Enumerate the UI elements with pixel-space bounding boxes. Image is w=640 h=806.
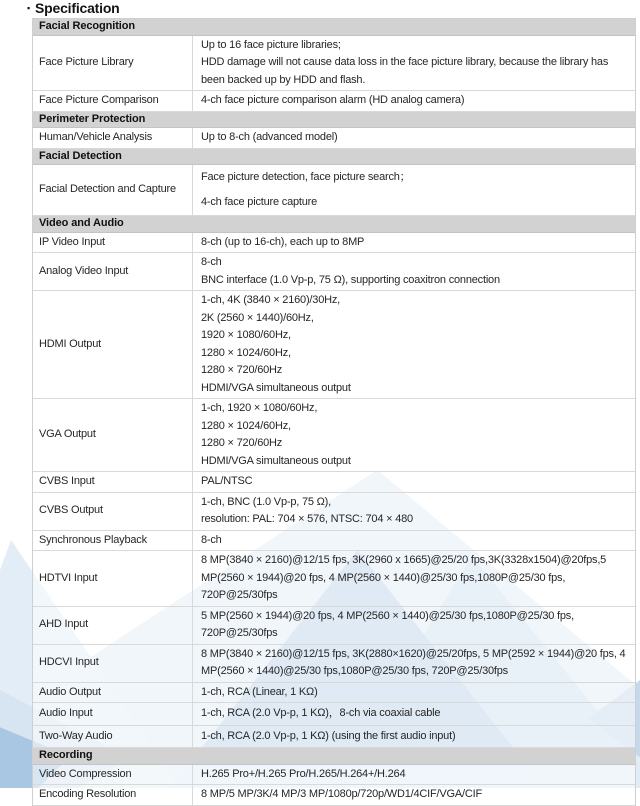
spec-label-cell: [33, 291, 193, 398]
spec-value-line: PAL/NTSC: [201, 475, 253, 487]
spec-value-cell: [193, 703, 635, 725]
spec-value-cell: [193, 683, 635, 703]
spec-label-cell: [33, 472, 193, 492]
spec-value-cell: [193, 493, 635, 530]
spec-label: HDCVI Input: [39, 656, 99, 669]
table-row: [33, 128, 635, 149]
table-row: [33, 253, 635, 291]
spec-value-cell: [193, 253, 635, 290]
table-row: [33, 165, 635, 216]
table-row: [33, 291, 635, 399]
spec-value-line: 8 MP(3840 × 2160)@12/15 fps, 3K(2880×1620)@25/20fps, 5 MP(2592 × 1944)@20 fps, 4 MP(2560 × 1440)@25/30 fps,1080P@25/30 fps, 720P@25/30fps: [201, 647, 626, 677]
spec-value-line: 8 MP(3840 × 2160)@12/15 fps, 3K(2960 x 1665)@25/20 fps,3K(3328x1504)@20fps,5 MP(2560 × 1944)@20 fps, 4 MP(2560 × 1440)@25/30 fps,1080P@25/30 fps, 720P@25/30fps: [201, 554, 607, 601]
spec-label-cell: [33, 726, 193, 748]
table-row: [33, 233, 635, 254]
spec-label-cell: [33, 493, 193, 530]
table-row: [33, 683, 635, 704]
spec-value-line: 1280 × 1024/60Hz,: [201, 419, 291, 432]
spec-value-line: 1280 × 1024/60Hz,: [201, 346, 291, 359]
section-header-row: [33, 748, 635, 765]
section-title: Facial Recognition: [39, 20, 135, 32]
spec-value-line: 2K (2560 × 1440)/60Hz,: [201, 311, 314, 324]
spec-value-line: 8-ch: [201, 533, 222, 546]
spec-value-line: HDMI/VGA simultaneous output: [201, 381, 351, 394]
table-row: [33, 551, 635, 607]
table-row: [33, 726, 635, 749]
spec-label: Audio Input: [39, 707, 93, 719]
table-row: [33, 472, 635, 493]
spec-label-cell: [33, 233, 193, 253]
spec-value-line: BNC interface (1.0 Vp-p, 75 Ω), supporting coaxitron connection: [201, 273, 500, 286]
section-header-row: [33, 19, 635, 36]
spec-label: Face Picture Comparison: [39, 94, 159, 106]
spec-label: Two-Way Audio: [39, 729, 113, 742]
spec-label: AHD Input: [39, 618, 88, 631]
spec-value-cell: [193, 399, 635, 471]
spec-label-cell: [33, 683, 193, 703]
spec-label-cell: [33, 36, 193, 91]
spec-value-cell: [193, 551, 635, 606]
spec-label: Face Picture Library: [39, 56, 134, 68]
spec-label: IP Video Input: [39, 235, 105, 248]
spec-table: [32, 18, 636, 806]
spec-value-cell: [193, 36, 635, 91]
spec-value-cell: [193, 165, 635, 215]
spec-value-line: 1280 × 720/60Hz: [201, 364, 283, 376]
spec-value-cell: [193, 645, 635, 682]
spec-label: Synchronous Playback: [39, 533, 147, 546]
spec-label-cell: [33, 645, 193, 682]
section-title: Perimeter Protection: [39, 112, 146, 125]
table-row: [33, 493, 635, 531]
spec-value-line: 1-ch, RCA (2.0 Vp-p, 1 KΩ) (using the first audio input): [201, 729, 456, 742]
spec-value-line: 5 MP(2560 × 1944)@20 fps, 4 MP(2560 × 1440)@25/30 fps,1080P@25/30 fps, 720P@25/30fps: [201, 609, 574, 639]
section-title: Facial Detection: [39, 149, 122, 162]
spec-value-cell: [193, 607, 635, 644]
spec-value-cell: [193, 531, 635, 551]
spec-value-line: 1-ch, 1920 × 1080/60Hz,: [201, 402, 318, 414]
spec-value-line: 1280 × 720/60Hz: [201, 437, 283, 449]
spec-label-cell: [33, 165, 193, 215]
spec-label: Video Compression: [39, 767, 132, 780]
table-row: [33, 703, 635, 726]
spec-label-cell: [33, 607, 193, 644]
spec-label: Encoding Resolution: [39, 788, 137, 800]
section-title: Video and Audio: [39, 217, 124, 229]
spec-label: CVBS Input: [39, 475, 95, 487]
spec-value-line: 4-ch face picture capture: [201, 195, 318, 208]
spec-value-cell: [193, 726, 635, 748]
spec-label: VGA Output: [39, 428, 96, 441]
spec-label: HDMI Output: [39, 337, 101, 350]
spec-value-line: Up to 8-ch (advanced model): [201, 131, 338, 143]
spec-value-line: 1920 × 1080/60Hz,: [201, 329, 291, 341]
bullet-icon: ▪: [27, 3, 30, 13]
table-row: [33, 91, 635, 112]
spec-value-cell: [193, 472, 635, 492]
spec-label-cell: [33, 765, 193, 785]
spec-label-cell: [33, 551, 193, 606]
spec-label-cell: [33, 531, 193, 551]
spec-label: Facial Detection and Capture: [39, 183, 176, 196]
spec-value-cell: [193, 291, 635, 398]
page-title-text: Specification: [35, 0, 120, 16]
spec-label: Audio Output: [39, 685, 101, 698]
spec-label: HDTVI Input: [39, 571, 98, 584]
spec-value-line: 8 MP/5 MP/3K/4 MP/3 MP/1080p/720p/WD1/4CIF/VGA/CIF: [201, 788, 483, 800]
table-row: [33, 765, 635, 786]
section-title: Recording: [39, 749, 93, 761]
spec-label: CVBS Output: [39, 504, 103, 517]
table-row: [33, 607, 635, 645]
spec-label: Human/Vehicle Analysis: [39, 131, 152, 143]
table-row: [33, 36, 635, 92]
section-header-row: [33, 216, 635, 233]
spec-value-line: 1-ch, BNC (1.0 Vp-p, 75 Ω),: [201, 495, 331, 508]
spec-label-cell: [33, 399, 193, 471]
spec-value-line: Up to 16 face picture libraries;: [201, 38, 341, 51]
spec-value-cell: [193, 233, 635, 253]
spec-label-cell: [33, 128, 193, 148]
section-header-row: [33, 149, 635, 166]
spec-value-cell: [193, 91, 635, 111]
spec-value-line: 1-ch, RCA (Linear, 1 KΩ): [201, 685, 318, 698]
spec-label: Analog Video Input: [39, 264, 129, 277]
spec-value-line: H.265 Pro+/H.265 Pro/H.265/H.264+/H.264: [201, 767, 406, 780]
spec-value-line: 4-ch face picture comparison alarm (HD analog camera): [201, 94, 465, 106]
spec-label-cell: [33, 253, 193, 290]
table-row: [33, 531, 635, 552]
spec-label-cell: [33, 703, 193, 725]
spec-value-line: 8-ch (up to 16-ch), each up to 8MP: [201, 235, 365, 248]
spec-value-line: 8-ch: [201, 256, 222, 268]
spec-value-cell: [193, 128, 635, 148]
section-header-row: [33, 112, 635, 129]
spec-value-line: 1-ch, 4K (3840 × 2160)/30Hz,: [201, 294, 341, 306]
spec-value-line: 1-ch, RCA (2.0 Vp-p, 1 KΩ)，8-ch via coaxial cable: [201, 707, 441, 719]
spec-value-line: HDMI/VGA simultaneous output: [201, 454, 351, 467]
spec-label-cell: [33, 91, 193, 111]
spec-value-line: resolution: PAL: 704 × 576, NTSC: 704 × 480: [201, 513, 413, 525]
table-row: [33, 645, 635, 683]
table-row: [33, 785, 635, 806]
table-row: [33, 399, 635, 472]
spec-value-cell: [193, 765, 635, 785]
spec-value-line: Face picture detection, face picture search；: [201, 171, 411, 183]
spec-value-line: HDD damage will not cause data loss in the face picture library, because the library has been backed up by HDD and flash.: [201, 56, 609, 86]
page-title: [27, 0, 120, 16]
